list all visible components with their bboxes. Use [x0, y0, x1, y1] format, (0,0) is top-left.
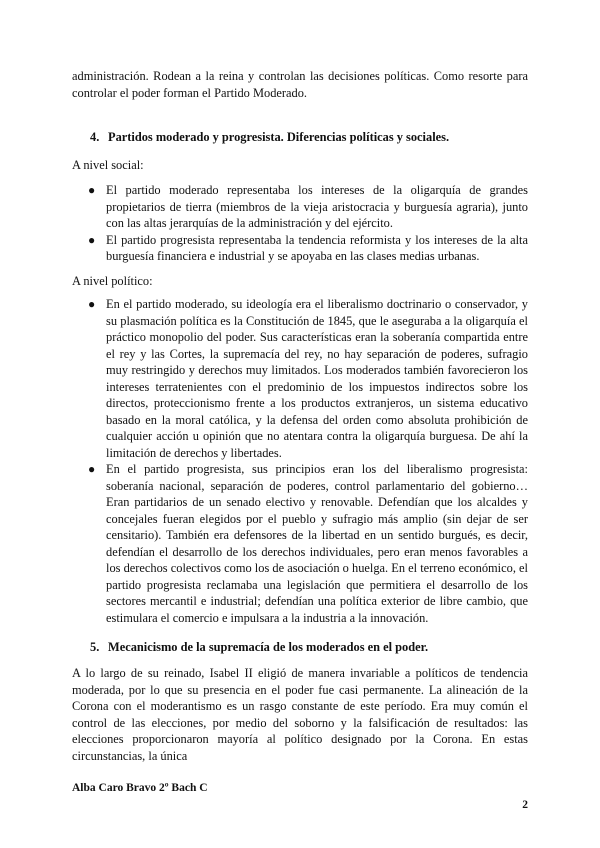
- footer-author: Alba Caro Bravo 2º Bach C: [72, 782, 208, 794]
- list-item: [72, 232, 528, 265]
- political-item-text: En el partido progresista, sus principios eran los del liberalismo progresista: soberanía nacional, separación de poderes, control parlamentario del gobierno… Eran partidarios de un senado electivo y renovable. Defendían que los alcaldes y concejales fueran elegidos por el pueblo y sufragio más amplio (sin dejar de ser censitario). También era defensores de la libertad en un sentido burgués, es decir, defendían el desarrollo de los derechos individuales, pero eran menos favorables a los derechos colectivos como los de asociación o huelga. En el terreno económico, el partido progresista reclamaba una legislación que permitiera el desarrollo de los sectores mercantil e industrial; defendían una política exterior de libre cambio, que estimulara el comercio e impulsara a la industria a la innovación.: [106, 462, 528, 625]
- political-label: A nivel político:: [72, 274, 153, 288]
- list-item: [72, 182, 528, 232]
- bullet-icon: ●: [88, 183, 96, 197]
- bullet-icon: ●: [88, 232, 96, 247]
- political-list: [72, 296, 528, 626]
- section-4-heading: [90, 129, 530, 145]
- bullet-icon: ●: [88, 297, 96, 311]
- page-number: 2: [522, 799, 528, 811]
- social-label: A nivel social:: [72, 158, 144, 172]
- intro-paragraph: administración. Rodean a la reina y controlan las decisiones políticas. Como resorte para controlar el poder forman el Partido Moderado.: [72, 69, 528, 100]
- section-5-heading: [90, 639, 530, 655]
- social-list: [72, 182, 528, 265]
- section-4-number: 4.: [90, 130, 100, 144]
- social-item-text: El partido moderado representaba los intereses de la oligarquía de grandes propietarios de tierra (miembros de la vieja aristocracia y burguesía agraria), junto con las altas jerarquías de la administración y del ejército.: [106, 183, 528, 230]
- list-item: [72, 296, 528, 461]
- section-5-number: 5.: [90, 640, 100, 654]
- section-5-paragraph: A lo largo de su reinado, Isabel II eligió de manera invariable a políticos de tendencia moderada, por lo que su presencia en el poder fue casi permanente. La alineación de la Corona con el moderantismo es un rasgo constante de este período. Era muy común el control de las elecciones, por medio del soborno y la falsificación de resultados: las elecciones proporcionaron mayoría al político designado por la Corona. En estas circunstancias, la única: [72, 666, 528, 763]
- section-5-title: Mecanicismo de la supremacía de los moderados en el poder.: [108, 640, 429, 654]
- social-item-text: El partido progresista representaba la tendencia reformista y los intereses de la alta burguesía financiera e industrial y se apoyaba en las clases medias urbanas.: [106, 232, 528, 263]
- bullet-icon: ●: [88, 462, 96, 476]
- list-item: [72, 461, 528, 626]
- section-4-title: Partidos moderado y progresista. Diferencias políticas y sociales.: [108, 130, 450, 144]
- political-item-text: En el partido moderado, su ideología era el liberalismo doctrinario o conservador, y su plasmación política es la Constitución de 1845, que le aseguraba a la oligarquía el práctico monopolio del poder. Sus características eran la soberanía compartida entre el rey y las Cortes, la supremacía del rey, no hay separación de poderes, sufragio muy restringido y derechos muy limitados. Los moderados también favorecieron los intereses terratenientes con el predominio de los impuestos indirectos sobre los directos, proteccionismo frente a los productos extranjeros, un sistema educativo basado en la moral católica, y la defensa del orden como absoluta prohibición de cualquier acción u opinión que no atentara contra la oligarquía burguesa. De ahí la limitación de derechos y libertades.: [106, 297, 528, 460]
